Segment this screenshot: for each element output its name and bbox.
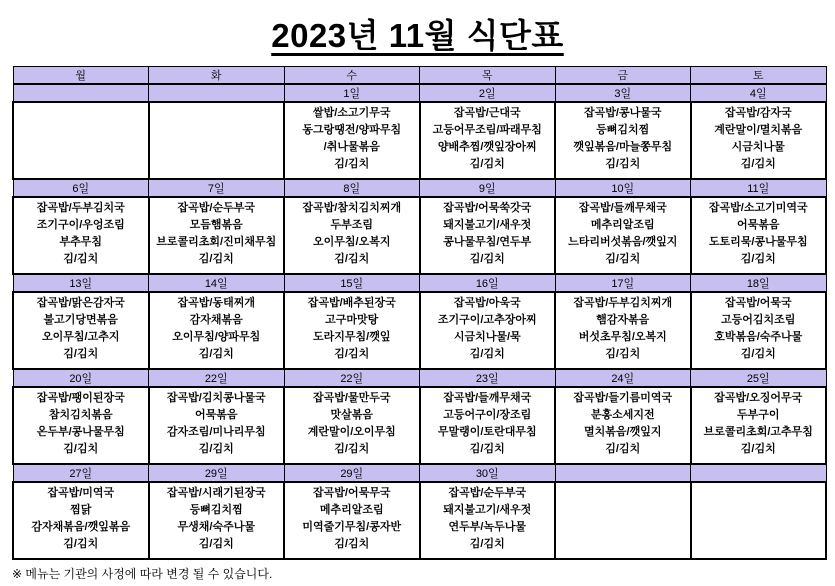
day-header-cell: 금 — [555, 67, 691, 85]
menu-line: 잡곡밥/두부김치국 — [36, 202, 125, 214]
date-cell: 6일 — [13, 179, 149, 197]
menu-line: 잡곡밥/시래기된장국 — [166, 487, 266, 499]
menu-line: 고등어구이/장조림 — [443, 409, 532, 421]
menu-line: 김/김치 — [469, 253, 505, 265]
menu-line: 돼지불고기/새우젓 — [443, 504, 532, 516]
menu-line: 돼지불고기/새우젓 — [443, 219, 532, 231]
footnote: ※ 메뉴는 기관의 사정에 따라 변경 될 수 있습니다. — [12, 567, 273, 581]
menu-line: 멸치볶음/깻잎지 — [584, 426, 662, 438]
week-menu-row — [13, 387, 826, 464]
menu-line: 오이무침/양파무침 — [172, 331, 261, 343]
menu-line: 조기구이/우엉조림 — [36, 219, 125, 231]
menu-line: 동그랑땡전/양파무침 — [302, 124, 402, 136]
date-cell: 8일 — [284, 179, 420, 197]
menu-line: 깻잎볶음/마늘쫑무침 — [573, 141, 673, 153]
date-cell: 13일 — [13, 274, 149, 292]
menu-cell — [420, 102, 556, 179]
menu-line: 잡곡밥/들깨무채국 — [443, 392, 532, 404]
menu-line: 김/김치 — [605, 348, 641, 360]
week-date-row — [13, 179, 826, 197]
menu-line: 김/김치 — [63, 443, 99, 455]
menu-line: 잡곡밥/근대국 — [453, 107, 521, 119]
week-date-row — [13, 464, 826, 482]
date-cell: 20일 — [13, 369, 149, 387]
menu-line: 불고기당면볶음 — [43, 314, 118, 326]
menu-line: 무말랭이/토란대무침 — [437, 426, 537, 438]
week-menu-row — [13, 482, 826, 559]
menu-line: 온두부/콩나물무침 — [36, 426, 125, 438]
date-cell: 1일 — [284, 84, 420, 102]
date-cell: 29일 — [284, 464, 420, 482]
menu-cell — [691, 387, 827, 464]
menu-line: 잡곡밥/두부김치찌개 — [573, 297, 673, 309]
menu-line: 김/김치 — [198, 538, 234, 550]
menu-line: 잡곡밥/아욱국 — [453, 297, 521, 309]
menu-line: 잡곡밥/콩나물국 — [584, 107, 662, 119]
menu-cell — [149, 292, 285, 369]
menu-cell — [691, 197, 827, 274]
date-cell: 10일 — [555, 179, 691, 197]
menu-cell — [420, 387, 556, 464]
menu-line: 김/김치 — [63, 253, 99, 265]
week-menu-row — [13, 197, 826, 274]
date-cell: 25일 — [691, 369, 827, 387]
menu-line: 감자채볶음/깻잎볶음 — [31, 521, 131, 533]
menu-line: 고등어무조림/파래무침 — [432, 124, 542, 136]
menu-line: 김/김치 — [334, 538, 370, 550]
menu-line: 잡곡밥/어묵국 — [724, 297, 792, 309]
menu-cell — [13, 387, 149, 464]
menu-line: 잡곡밥/순두부국 — [177, 202, 255, 214]
menu-line: 메추리알조림 — [319, 504, 384, 516]
menu-line: 김/김치 — [740, 253, 776, 265]
menu-line: 김/김치 — [469, 538, 505, 550]
week-menu-row — [13, 292, 826, 369]
page-title-text: 2023년 11월 식단표 — [271, 17, 564, 54]
menu-line: 김/김치 — [63, 538, 99, 550]
page-title — [0, 10, 835, 57]
weeks-body — [13, 84, 826, 559]
day-header-cell: 월 — [13, 67, 149, 85]
menu-line: 고구마맛탕 — [325, 314, 379, 326]
date-cell: 2일 — [420, 84, 556, 102]
date-cell: 3일 — [555, 84, 691, 102]
menu-line: 잡곡밥/배추된장국 — [307, 297, 396, 309]
date-cell: 7일 — [149, 179, 285, 197]
menu-line: 잡곡밥/물만두국 — [313, 392, 391, 404]
day-header-cell: 목 — [420, 67, 556, 85]
menu-cell — [420, 482, 556, 559]
date-cell: 22일 — [149, 369, 285, 387]
menu-line: 김/김치 — [334, 158, 370, 170]
day-header-row — [13, 67, 826, 85]
date-cell: 16일 — [420, 274, 556, 292]
menu-cell — [284, 197, 420, 274]
menu-line: 조기구이/고추장아찌 — [437, 314, 537, 326]
menu-line: 모듬햄볶음 — [189, 219, 243, 231]
menu-line: 잡곡밥/들깨무채국 — [578, 202, 667, 214]
menu-cell — [13, 102, 149, 179]
menu-cell — [284, 102, 420, 179]
menu-line: 김/김치 — [605, 443, 641, 455]
menu-cell — [420, 292, 556, 369]
date-cell: 18일 — [691, 274, 827, 292]
menu-line: 김/김치 — [198, 348, 234, 360]
menu-line: 잡곡밥/들기름미역국 — [573, 392, 673, 404]
menu-line: 김/김치 — [198, 253, 234, 265]
menu-line: 브로콜리초회/진미채무침 — [156, 236, 277, 248]
menu-line: 김/김치 — [334, 443, 370, 455]
menu-line: 미역줄기무침/콩자반 — [302, 521, 402, 533]
menu-line: 느타리버섯볶음/깻잎지 — [568, 236, 678, 248]
menu-cell — [13, 292, 149, 369]
menu-line: 무생채/숙주나물 — [177, 521, 255, 533]
menu-line: 어묵볶음 — [194, 409, 238, 421]
menu-line: 잡곡밥/참치김치찌개 — [302, 202, 402, 214]
menu-cell — [284, 387, 420, 464]
menu-line: 분홍소세지전 — [590, 409, 655, 421]
menu-line: /취나물볶음 — [323, 141, 380, 153]
menu-line: 등뼈김치찜 — [596, 124, 650, 136]
menu-line: 어묵볶음 — [736, 219, 780, 231]
menu-line: 잡곡밥/감자국 — [724, 107, 792, 119]
menu-line: 오이무침/오복지 — [313, 236, 391, 248]
menu-line: 호박볶음/숙주나물 — [714, 331, 803, 343]
menu-line: 김/김치 — [469, 158, 505, 170]
date-cell: 22일 — [284, 369, 420, 387]
menu-cell — [555, 292, 691, 369]
date-cell: 30일 — [420, 464, 556, 482]
menu-line: 잡곡밥/맑은감자국 — [36, 297, 125, 309]
menu-line: 두부조림 — [330, 219, 373, 231]
menu-line: 김/김치 — [334, 253, 370, 265]
menu-line: 고등어김치조림 — [721, 314, 796, 326]
menu-line: 김/김치 — [469, 348, 505, 360]
day-header-cell: 수 — [284, 67, 420, 85]
menu-line: 김/김치 — [605, 158, 641, 170]
menu-line: 양배추찜/깻잎장아찌 — [437, 141, 537, 153]
menu-cell — [149, 482, 285, 559]
menu-line: 버섯초무침/오복지 — [578, 331, 667, 343]
menu-line: 시금치나물/묵 — [453, 331, 521, 343]
day-header-cell: 화 — [149, 67, 285, 85]
meal-table — [12, 66, 827, 560]
day-header — [13, 67, 826, 85]
menu-line: 잡곡밥/소고기미역국 — [708, 202, 808, 214]
menu-line: 잡곡밥/어묵쑥갓국 — [443, 202, 532, 214]
menu-line: 잡곡밥/미역국 — [47, 487, 115, 499]
menu-line: 쌀밥/소고기무국 — [313, 107, 391, 119]
menu-line: 김/김치 — [198, 443, 234, 455]
menu-line: 브로콜리초회/고추무침 — [703, 426, 813, 438]
menu-line: 김/김치 — [740, 443, 776, 455]
menu-line: 김/김치 — [740, 158, 776, 170]
menu-line: 잡곡밥/팽이된장국 — [36, 392, 125, 404]
date-cell: 9일 — [420, 179, 556, 197]
menu-line: 메추리알조림 — [590, 219, 655, 231]
menu-cell — [420, 197, 556, 274]
date-cell: 14일 — [149, 274, 285, 292]
date-cell: 23일 — [420, 369, 556, 387]
date-cell: 4일 — [691, 84, 827, 102]
date-cell: 29일 — [149, 464, 285, 482]
menu-line: 김/김치 — [334, 348, 370, 360]
date-cell — [691, 464, 827, 482]
menu-cell — [149, 197, 285, 274]
menu-line: 잡곡밥/김치콩나물국 — [166, 392, 266, 404]
menu-line: 연두부/녹두나물 — [448, 521, 526, 533]
menu-line: 김/김치 — [63, 348, 99, 360]
menu-line: 계란말이/멸치볶음 — [714, 124, 803, 136]
menu-line: 김/김치 — [740, 348, 776, 360]
menu-cell — [555, 387, 691, 464]
date-cell — [13, 84, 149, 102]
menu-line: 등뼈김치찜 — [189, 504, 243, 516]
menu-line: 시금치나물 — [731, 141, 785, 153]
date-cell: 15일 — [284, 274, 420, 292]
menu-line: 찜닭 — [70, 504, 92, 516]
menu-line: 김/김치 — [605, 253, 641, 265]
menu-line: 잡곡밥/순두부국 — [448, 487, 526, 499]
menu-cell — [555, 482, 691, 559]
day-header-cell: 토 — [691, 67, 827, 85]
date-cell — [149, 84, 285, 102]
menu-line: 부추무침 — [59, 236, 102, 248]
date-cell — [555, 464, 691, 482]
date-cell: 27일 — [13, 464, 149, 482]
menu-cell — [555, 197, 691, 274]
week-date-row — [13, 369, 826, 387]
menu-cell — [555, 102, 691, 179]
menu-line: 잡곡밥/동태찌개 — [177, 297, 255, 309]
week-date-row — [13, 274, 826, 292]
date-cell: 11일 — [691, 179, 827, 197]
menu-line: 계란말이/오이무침 — [307, 426, 396, 438]
menu-line: 참치김치볶음 — [48, 409, 113, 421]
menu-line: 맛살볶음 — [330, 409, 373, 421]
menu-line: 잡곡밥/어묵무국 — [313, 487, 391, 499]
menu-line: 도라지무침/깻잎 — [313, 331, 391, 343]
meal-plan-page — [0, 10, 835, 582]
date-cell: 17일 — [555, 274, 691, 292]
menu-line: 햄감자볶음 — [596, 314, 650, 326]
menu-cell — [149, 102, 285, 179]
menu-line: 두부구이 — [736, 409, 780, 421]
menu-cell — [691, 482, 827, 559]
week-menu-row — [13, 102, 826, 179]
menu-line: 감자채볶음 — [189, 314, 243, 326]
menu-line: 김/김치 — [469, 443, 505, 455]
menu-cell — [691, 292, 827, 369]
menu-line: 오이무침/고추지 — [42, 331, 120, 343]
menu-line: 도토리묵/콩나물무침 — [708, 236, 808, 248]
menu-cell — [284, 482, 420, 559]
menu-cell — [13, 197, 149, 274]
date-cell: 24일 — [555, 369, 691, 387]
menu-line: 잡곡밥/오징어무국 — [714, 392, 803, 404]
menu-line: 콩나물무침/연두부 — [443, 236, 532, 248]
menu-cell — [149, 387, 285, 464]
week-date-row — [13, 84, 826, 102]
menu-cell — [13, 482, 149, 559]
menu-cell — [691, 102, 827, 179]
menu-cell — [284, 292, 420, 369]
menu-line: 감자조림/미나리무침 — [166, 426, 266, 438]
